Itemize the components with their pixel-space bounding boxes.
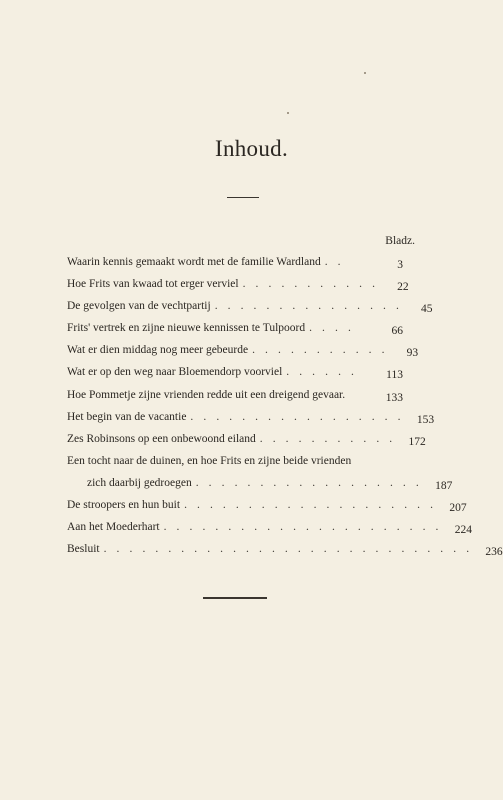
toc-leader-dots: . . . . . . — [286, 366, 358, 379]
toc-entry — [67, 543, 503, 565]
toc-entry-title: De stroopers en hun buit — [67, 499, 181, 512]
toc-entry — [67, 344, 419, 366]
toc-leader-dots: . . . . . . . . . . . . . . . . . . . . . . — [163, 521, 443, 534]
toc-entry-title: Wat er op den weg naar Bloemendorp voorviel — [67, 366, 283, 379]
toc-entry — [67, 366, 403, 388]
toc-entry-title: Het begin van de vacantie — [67, 410, 187, 423]
toc-entry-title: Zes Robinsons op een onbewoond eiland — [67, 432, 256, 445]
toc-entry-title: Waarin kennis gemaakt wordt met de familie Wardland — [67, 256, 321, 268]
table-of-contents — [67, 256, 503, 565]
toc-page-number: 236 — [485, 546, 503, 559]
toc-entry — [67, 300, 433, 322]
paper-speck — [364, 72, 366, 74]
toc-entry — [67, 432, 426, 455]
closing-divider — [203, 597, 267, 599]
title-divider — [227, 197, 259, 198]
toc-entry — [67, 256, 403, 278]
toc-entry — [67, 476, 453, 499]
toc-entry — [67, 499, 467, 521]
toc-leader-dots: . . . . . . . . . . . . . . . . . . . . . . . . . . . . . — [103, 543, 473, 556]
toc-page-number: 93 — [406, 347, 419, 360]
toc-leader-dots: . . . . . . . . . . . — [252, 344, 389, 357]
toc-entry-title: Wat er dien middag nog meer gebeurde — [67, 344, 249, 357]
page-title: Inhoud. — [214, 136, 288, 161]
toc-leader-dots: . . . . — [309, 322, 355, 335]
toc-leader-dots: . . . . . . . . . . . . . . . — [214, 300, 403, 313]
toc-entry — [67, 521, 473, 543]
toc-page-number: 45 — [420, 303, 433, 316]
toc-entry — [67, 410, 435, 433]
toc-entry-title: Hoe Frits van kwaad tot erger verviel — [67, 278, 239, 291]
toc-page-number: 187 — [435, 479, 453, 492]
toc-entry — [67, 455, 403, 477]
toc-leader-dots: . . . . . . . . . . . . . . . . . — [190, 410, 405, 423]
toc-page-number: 3 — [397, 259, 403, 271]
toc-page-number: 22 — [397, 281, 409, 294]
toc-entry-title: zich daarbij gedroegen — [87, 476, 192, 489]
toc-leader-dots: . . — [324, 256, 345, 268]
toc-entry — [67, 278, 409, 300]
toc-leader-dots: . . . . . . . . . . . . . . . . . . . . — [184, 499, 437, 512]
toc-leader-dots: . . . . . . . . . . . — [259, 432, 396, 445]
toc-entry — [67, 322, 403, 344]
toc-entry-title: De gevolgen van de vechtpartij — [67, 300, 211, 313]
page-column-header: Bladz. — [385, 235, 415, 247]
toc-leader-dots: . . . . . . . . . . . — [242, 278, 379, 291]
toc-entry-title: Een tocht naar de duinen, en hoe Frits en zijne beide vrienden — [67, 454, 352, 467]
toc-page-number: 153 — [416, 413, 435, 426]
toc-entry-title: Hoe Pommetje zijne vrienden redde uit een dreigend gevaar. — [67, 388, 346, 401]
toc-entry-title: Besluit — [67, 543, 100, 556]
toc-page-number: 66 — [391, 325, 403, 338]
toc-page-number: 172 — [408, 435, 426, 448]
toc-page-number: 113 — [386, 369, 403, 382]
toc-entry — [67, 389, 403, 411]
toc-leader-dots: . . . . . . . . . . . . . . . . . . — [195, 476, 423, 489]
toc-entry-title: Aan het Moederhart — [67, 521, 160, 534]
toc-page-number: 224 — [454, 524, 473, 537]
paper-speck — [287, 112, 289, 114]
toc-page-number: 207 — [449, 502, 467, 515]
toc-entry-title: Frits' vertrek en zijne nieuwe kennissen te Tulpoord — [67, 322, 306, 335]
toc-page-number: 133 — [385, 391, 403, 404]
